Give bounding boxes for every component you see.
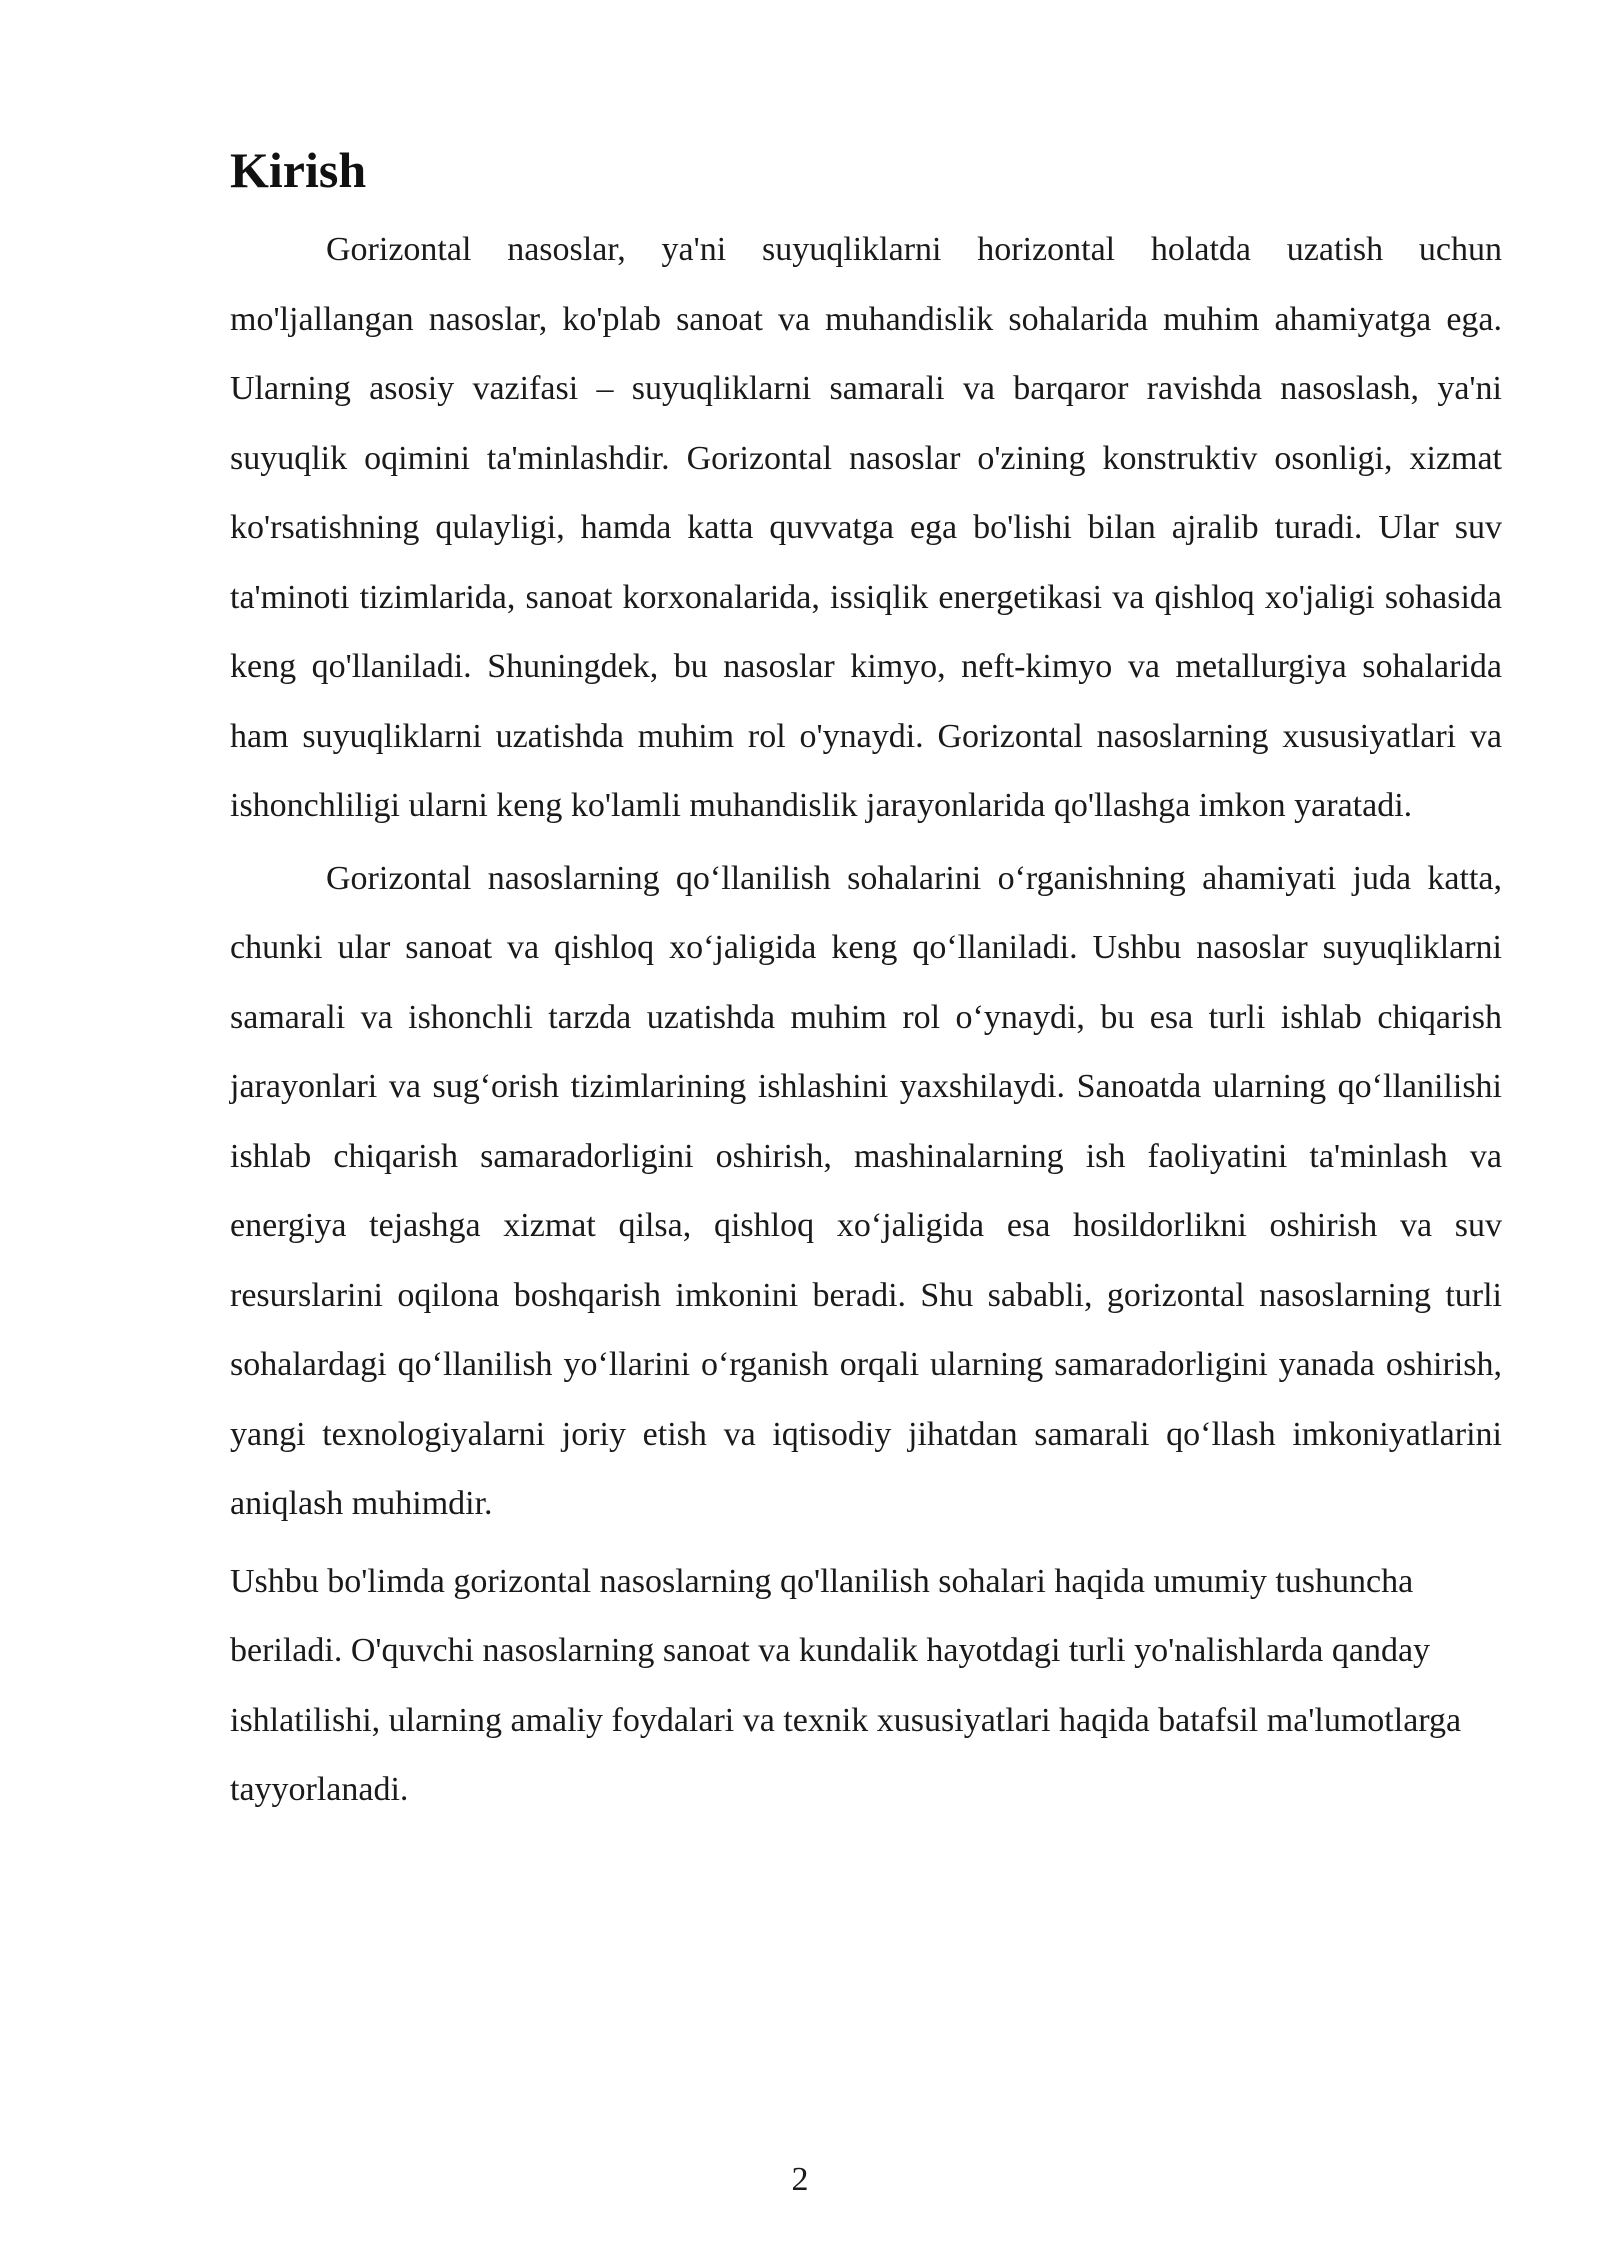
page-number: 2 xyxy=(791,2161,809,2198)
paragraph-introduction: Gorizontal nasoslar, ya'ni suyuqliklarni horizontal holatda uzatish uchun mo'ljallangan nasoslar, ko'plab sanoat va muhandislik sohalarida muhim ahamiyatga ega. Ularning asosiy vazifasi – suyuqliklarni samarali va barqaror ravishda nasoslash, ya'ni suyuqlik oqimini ta'minlashdir. Gorizontal nasoslar o'zining konstruktiv osonligi, xizmat ko'rsatishning qulayligi, hamda katta quvvatga ega bo'lishi bilan ajralib turadi. Ular suv ta'minoti tizimlarida, sanoat korxonalarida, issiqlik energetikasi va qishloq xo'jaligi sohasida keng qo'llaniladi. Shuningdek, bu nasoslar kimyo, neft-kimyo va metallurgiya sohalarida ham suyuqliklarni uzatishda muhim rol o'ynaydi. Gorizontal nasoslarning xususiyatlari va ishonchliligi ularni keng ko'lamli muhandislik jarayonlarida qo'llashga imkon yaratadi. xyxy=(230,231,1502,824)
section-heading: Kirish xyxy=(230,142,367,198)
page-content xyxy=(230,135,1502,1825)
paragraph-section-overview: Ushbu bo'limda gorizontal nasoslarning qo'llanilish sohalari haqida umumiy tushuncha beriladi. O'quvchi nasoslarning sanoat va kundalik hayotdagi turli yo'nalishlarda qanday ishlatilishi, ularning amaliy foydalari va texnik xususiyatlari haqida batafsil ma'lumotlarga tayyorlanadi. xyxy=(230,1562,1462,1808)
paragraph-importance: Gorizontal nasoslarning qo‘llanilish sohalarini o‘rganishning ahamiyati juda katta, chunki ular sanoat va qishloq xo‘jaligida keng qo‘llaniladi. Ushbu nasoslar suyuqliklarni samarali va ishonchli tarzda uzatishda muhim rol o‘ynaydi, bu esa turli ishlab chiqarish jarayonlari va sug‘orish tizimlarining ishlashini yaxshilaydi. Sanoatda ularning qo‘llanilishi ishlab chiqarish samaradorligini oshirish, mashinalarning ish faoliyatini ta'minlash va energiya tejashga xizmat qilsa, qishloq xo‘jaligida esa hosildorlikni oshirish va suv resurslarini oqilona boshqarish imkonini beradi. Shu sababli, gorizontal nasoslarning turli sohalardagi qo‘llanilish yo‘llarini o‘rganish orqali ularning samaradorligini yanada oshirish, yangi texnologiyalarni joriy etish va iqtisodiy jihatdan samarali qo‘llash imkoniyatlarini aniqlash muhimdir. xyxy=(230,859,1502,1522)
